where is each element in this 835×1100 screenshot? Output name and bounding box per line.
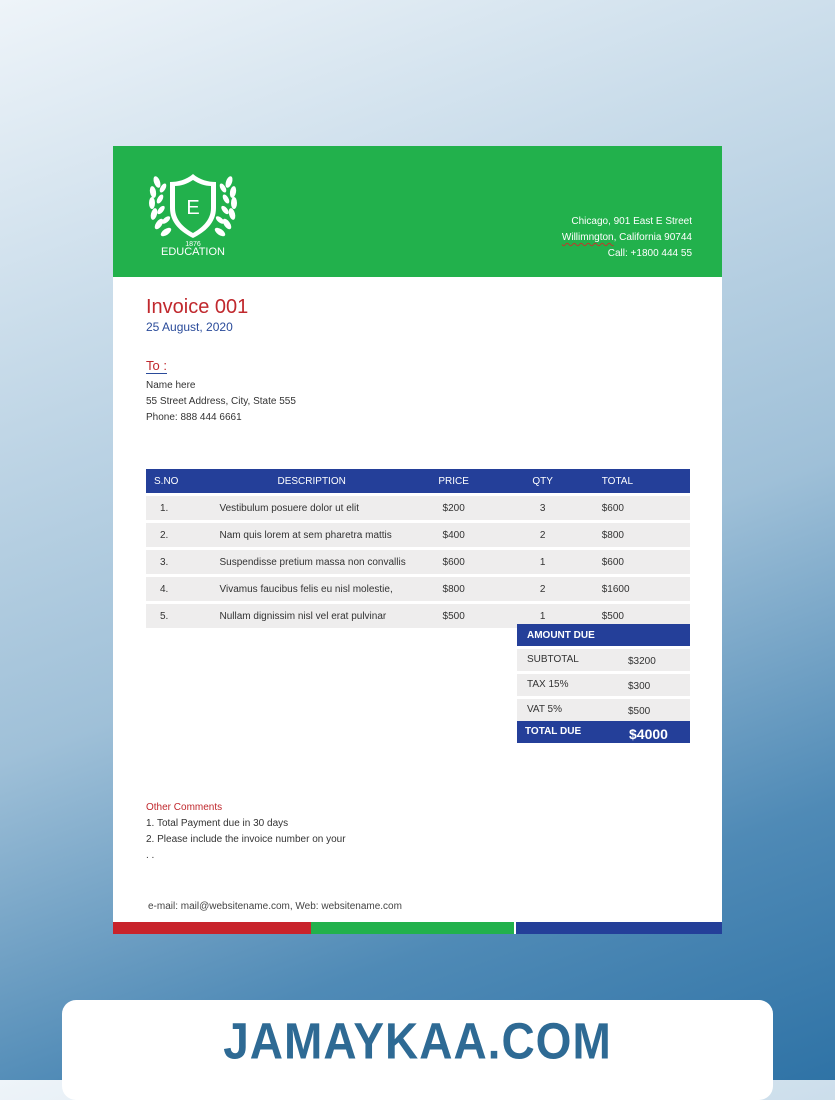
subtotal-label: SUBTOTAL	[527, 654, 579, 665]
watermark-banner	[62, 1000, 773, 1100]
tax-label: TAX 15%	[527, 679, 569, 690]
invoice-header	[113, 146, 722, 277]
subtotal-row	[517, 649, 690, 671]
education-logo	[143, 168, 243, 262]
header-total: TOTAL	[592, 469, 690, 493]
cell-description: Vivamus faucibus felis eu nisl molestie,	[210, 577, 414, 601]
cell-price: $400	[414, 523, 494, 547]
items-header-row	[146, 469, 690, 493]
cell-description: Suspendisse pretium massa non convallis	[210, 550, 414, 574]
logo-label: EDUCATION	[161, 246, 225, 258]
footer-contact: e-mail: mail@websitename.com, Web: websitename.com	[148, 901, 402, 912]
cell-sno: 3.	[146, 550, 210, 574]
svg-text:E: E	[186, 197, 200, 219]
cell-price: $800	[414, 577, 494, 601]
comments-label: Other Comments	[146, 802, 223, 813]
address-city: Willimngton	[561, 232, 614, 243]
total-due-value: $4000	[629, 726, 668, 742]
cell-qty: 2	[494, 523, 592, 547]
table-row	[146, 550, 690, 574]
cell-qty: 2	[494, 577, 592, 601]
vat-label: VAT 5%	[527, 704, 563, 715]
recipient-label: To :	[146, 358, 167, 373]
cell-sno: 4.	[146, 577, 210, 601]
cell-total: $600	[592, 496, 690, 520]
recipient-name: Name here	[146, 380, 196, 391]
address-line-2	[562, 230, 692, 246]
cell-total: $1600	[592, 577, 690, 601]
footer-bar-green	[311, 922, 514, 934]
cell-price: $500	[414, 604, 494, 628]
tax-row	[517, 674, 690, 696]
cell-price: $600	[414, 550, 494, 574]
cell-sno: 1.	[146, 496, 210, 520]
laurel-shield-icon	[143, 168, 243, 248]
header-sno: S.NO	[146, 469, 210, 493]
header-price: PRICE	[414, 469, 494, 493]
table-row	[146, 577, 690, 601]
table-row	[146, 523, 690, 547]
recipient-phone: Phone: 888 444 6661	[146, 412, 242, 423]
cell-total: $800	[592, 523, 690, 547]
cell-total: $500	[592, 604, 690, 628]
cell-description: Nam quis lorem at sem pharetra mattis	[210, 523, 414, 547]
invoice-title: Invoice 001	[146, 296, 249, 318]
company-address	[562, 214, 692, 262]
cell-total: $600	[592, 550, 690, 574]
cell-qty: 1	[494, 604, 592, 628]
tax-value: $300	[628, 681, 651, 692]
header-description: DESCRIPTION	[210, 469, 414, 493]
header-qty: QTY	[494, 469, 592, 493]
subtotal-value: $3200	[628, 656, 656, 667]
items-table	[146, 466, 690, 631]
footer-bar-blue	[516, 922, 722, 934]
total-due-row	[517, 721, 690, 743]
comments-list	[146, 816, 346, 861]
footer-bar-red	[113, 922, 311, 934]
amount-due-title: AMOUNT DUE	[517, 624, 690, 646]
comment-item: 1. Total Payment due in 30 days	[146, 818, 289, 829]
svg-text:1876: 1876	[185, 241, 201, 248]
cell-description: Vestibulum posuere dolor ut elit	[210, 496, 414, 520]
cell-qty: 1	[494, 550, 592, 574]
vat-value: $500	[628, 706, 651, 717]
invoice-date: 25 August, 2020	[146, 320, 233, 334]
table-row	[146, 496, 690, 520]
cell-sno: 2.	[146, 523, 210, 547]
vat-row	[517, 699, 690, 721]
recipient-block	[146, 378, 296, 426]
amount-due-panel	[517, 624, 690, 743]
total-due-label: TOTAL DUE	[525, 726, 582, 737]
comment-overflow: . .	[146, 850, 155, 861]
address-line-1: Chicago, 901 East E Street	[571, 216, 692, 227]
cell-sno: 5.	[146, 604, 210, 628]
comment-item: 2. Please include the invoice number on your	[146, 834, 346, 845]
recipient-address: 55 Street Address, City, State 555	[146, 396, 296, 407]
watermark-text: JAMAYKAA.COM	[223, 1012, 612, 1070]
cell-qty: 3	[494, 496, 592, 520]
cell-description: Nullam dignissim nisl vel erat pulvinar	[210, 604, 414, 628]
invoice-page	[113, 146, 722, 934]
address-rest: , California 90744	[613, 232, 692, 243]
footer-color-bars	[113, 922, 722, 934]
cell-price: $200	[414, 496, 494, 520]
company-phone: Call: +1800 444 55	[607, 248, 692, 259]
